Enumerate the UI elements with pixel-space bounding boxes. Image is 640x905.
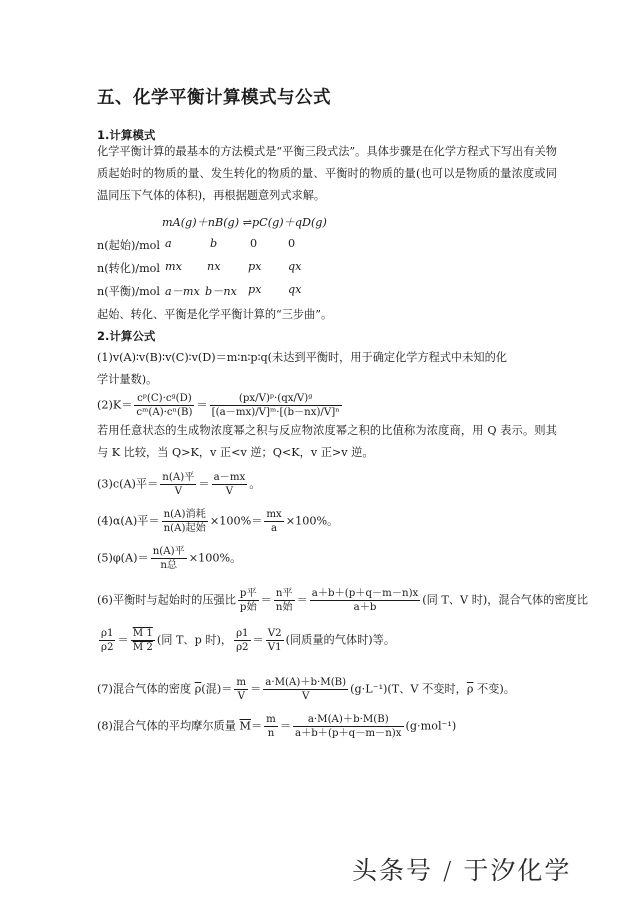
denominator: n总 [160, 560, 178, 571]
equals: ＝ [198, 477, 210, 491]
cell: a [165, 237, 172, 250]
cell: b [210, 237, 218, 250]
rho-bar: $\overline{\rho}$ [466, 682, 474, 696]
formula-1-line1: (1)v(A)∶v(B)∶v(C)∶v(D)＝m∶n∶p∶q(未达到平衡时，用于确定化学方程式中未知的化 [97, 351, 507, 364]
numerator: n(A)平 [162, 472, 195, 483]
fraction [264, 508, 283, 535]
section-heading-2: 2.计算公式 [97, 329, 156, 343]
denominator: a＋b [353, 602, 377, 613]
numerator: V2 [267, 628, 282, 639]
fraction [234, 676, 248, 703]
f6b-mid: (同 T、p 时)， [156, 633, 233, 647]
page-title: 五、化学平衡计算模式与公式 [97, 88, 331, 108]
f8-prefix: (8)混合气体的平均摩尔质量 [97, 719, 240, 733]
f7-suffix: (g·L⁻¹)(T、V 不变时， [350, 682, 467, 696]
fraction [234, 627, 250, 654]
equals: ＝ [250, 682, 262, 696]
f6-prefix: (6)平衡时与起始时的压强比 [97, 593, 236, 607]
fraction [210, 392, 342, 419]
formula-8 [97, 713, 456, 740]
numerator: M 1 [132, 628, 153, 639]
fraction [263, 676, 348, 703]
numerator: (px/V)ᵖ·(qx/V)ᵍ [210, 392, 342, 406]
numerator: n(A)消耗 [163, 509, 206, 520]
fraction [293, 713, 404, 740]
row-label-start: n(起始)/mol [97, 239, 161, 252]
numerator: ρ1 [236, 628, 249, 639]
fraction [266, 627, 284, 654]
cell: px [248, 260, 262, 273]
formula-5 [97, 545, 241, 572]
denominator: V [174, 486, 182, 497]
fraction [274, 587, 295, 614]
cell: b－nx [205, 285, 237, 298]
numerator: a＋b＋(p＋q－m－n)x [311, 588, 419, 599]
row-label-equilibrium: n(平衡)/mol [97, 285, 161, 298]
f8-suffix: (g·mol⁻¹) [405, 719, 457, 733]
denominator: n(A)起始 [163, 523, 206, 534]
section-heading-1: 1.计算模式 [97, 128, 156, 142]
cell: px [248, 283, 262, 296]
numerator: n(A)平 [152, 546, 185, 557]
rho-bar: $\overline{\rho}$ [194, 682, 202, 696]
denominator: V [237, 691, 245, 702]
cell: nx [207, 260, 221, 273]
f7-mix: (混)＝ [201, 682, 233, 696]
numerator: m [236, 677, 247, 688]
f7-prefix: (7)混合气体的密度 [97, 682, 195, 696]
denominator: V [225, 486, 234, 497]
numerator: p平 [239, 588, 257, 599]
watermark: 头条号 / 于汐化学 [352, 856, 572, 885]
cell: qx [288, 283, 302, 296]
denominator: a [271, 523, 278, 534]
fraction [131, 627, 155, 654]
formula-3 [97, 471, 260, 498]
cell: a－mx [165, 285, 200, 298]
equals: ＝ [296, 593, 308, 607]
f4-prefix: (4)α(A)平＝ [97, 514, 160, 528]
fraction [134, 392, 194, 419]
f6-suffix: (同 T、V 时)，混合气体的密度比 [422, 593, 588, 607]
cell: mx [165, 260, 182, 273]
f7-end: 不变)。 [473, 682, 515, 696]
numerator: ρ1 [101, 628, 114, 639]
equals: ＝ [196, 398, 208, 412]
denominator: M 2 [132, 642, 153, 653]
f2-prefix: (2)K＝ [97, 398, 133, 412]
row-label-change: n(转化)/mol [97, 262, 161, 275]
cell: 0 [288, 237, 296, 250]
formula-4 [97, 508, 338, 535]
formula-1-line2: 学计量数)。 [97, 373, 158, 386]
m-bar: $\overline{M}$ [239, 719, 251, 733]
formula-6b [97, 627, 395, 654]
numerator: m [266, 714, 276, 725]
fraction [151, 545, 187, 572]
f5-suffix: ×100%。 [188, 551, 242, 565]
intro-paragraph: 化学平衡计算的最基本的方法模式是“平衡三段式法”。具体步骤是在化学方程式下写出有关物质起始时的物质的量、发生转化的物质的量、平衡时的物质的量(也可以是物质的量浓度或同温同压下气体的体积)，再根据题意列式求解。 [97, 145, 557, 202]
fraction [99, 627, 115, 654]
f4-suffix: ×100%。 [285, 514, 339, 528]
f5-prefix: (5)φ(A)＝ [97, 551, 149, 565]
formula-6 [97, 587, 588, 614]
f3-prefix: (3)c(A)平＝ [97, 477, 159, 491]
denominator: a＋b＋(p＋q－m－n)x [295, 728, 402, 739]
numerator: a－mx [213, 472, 246, 483]
reaction-equation: mA(g)＋nB(g) ⇌pC(g)＋qD(g) [162, 216, 327, 229]
formula-7 [97, 676, 515, 703]
fraction [264, 713, 278, 740]
equals: ＝ [279, 719, 292, 733]
f4-mid: ×100%＝ [209, 514, 263, 528]
cell: qx [288, 260, 302, 273]
fraction [310, 587, 421, 614]
f6b-suffix: (同质量的气体时)等。 [285, 633, 396, 647]
fraction [162, 508, 208, 535]
formula-2 [97, 392, 344, 419]
numerator: a·M(A)＋b·M(B) [265, 677, 347, 688]
equals: ＝ [260, 593, 272, 607]
denominator: [(a－mx)/V]ᵐ·[(b－nx)/V]ⁿ [211, 407, 340, 418]
fraction [160, 471, 196, 498]
fraction [212, 471, 248, 498]
denominator: ρ2 [236, 642, 249, 653]
denominator: p始 [239, 602, 257, 613]
numerator: mx [266, 509, 282, 520]
equals: ＝ [252, 633, 264, 647]
equals: ＝ [117, 633, 129, 647]
numerator: cᵖ(C)·cᵍ(D) [134, 392, 194, 406]
numerator: a·M(A)＋b·M(B) [293, 713, 404, 727]
cell: 0 [250, 237, 258, 250]
numerator: n平 [275, 588, 293, 599]
formula-2-note: 若用任意状态的生成物浓度幂之积与反应物浓度幂之积的比值称为浓度商，用 Q 表示。则其与 K 比较，当 Q>K，v 正<v 逆；Q<K，v 正>v 逆。 [97, 424, 557, 459]
summary-line: 起始、转化、平衡是化学平衡计算的“三步曲”。 [97, 308, 333, 321]
equals: ＝ [250, 719, 263, 733]
denominator: ρ2 [101, 642, 114, 653]
denominator: V [302, 691, 310, 702]
denominator: V1 [267, 642, 282, 653]
fraction [238, 587, 259, 614]
denominator: n始 [275, 602, 293, 613]
denominator: n [267, 728, 275, 739]
denominator: cᵐ(A)·cⁿ(B) [136, 407, 193, 418]
f3-suffix: 。 [249, 477, 261, 491]
